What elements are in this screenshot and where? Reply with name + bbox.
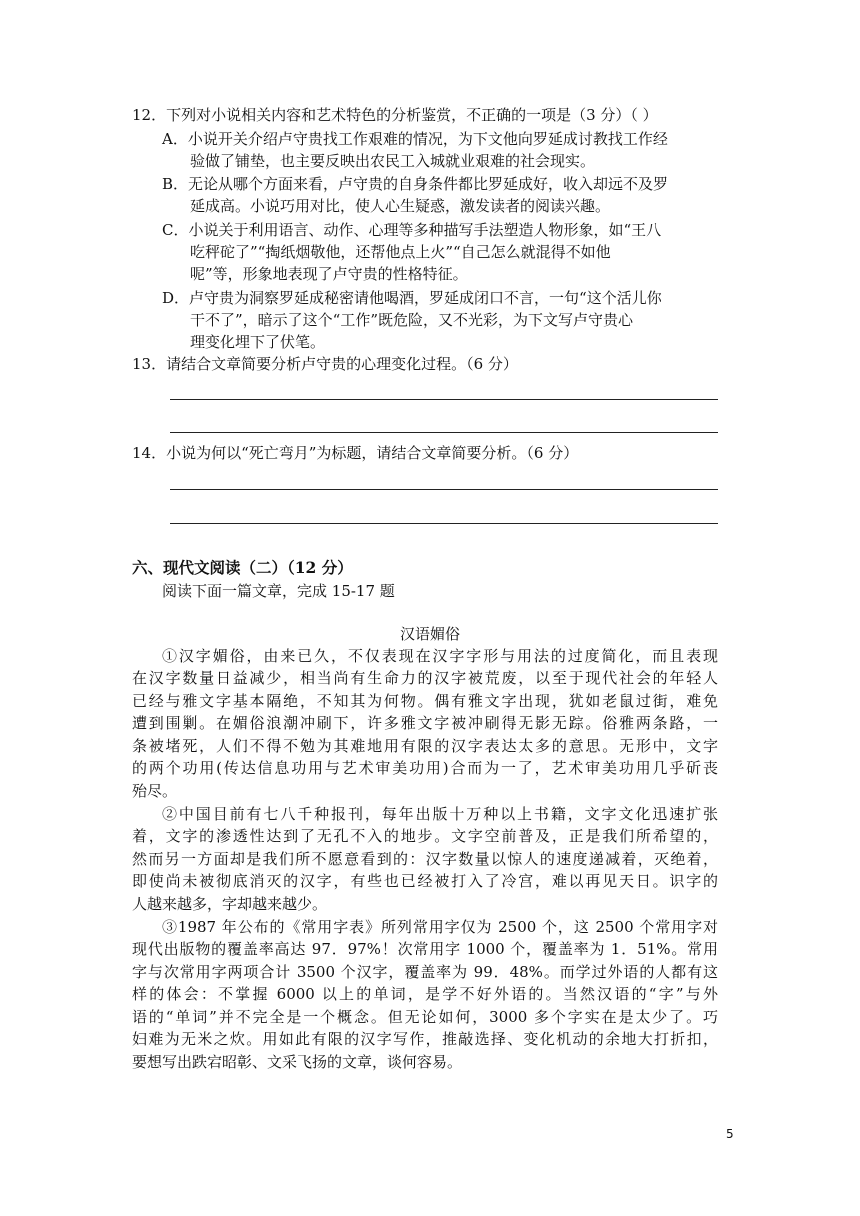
option-c-line2: 吃秤砣了”“掏纸烟敬他，还帮他点上火”“自己怎么就混得不如他	[190, 243, 611, 261]
answer-line[interactable]	[170, 432, 718, 433]
paragraph-3-line: 现代出版物的覆盖率高达 97．97%！次常用字 1000 个，覆盖率为 1．51%。常用	[132, 940, 718, 958]
option-d-line2: 干不了”，暗示了这个“工作”既危险，又不光彩，为下文写卢守贵心	[190, 311, 634, 329]
paragraph-2-line: 然而另一方面却是我们所不愿意看到的：汉字数量以惊人的速度递减着，灭绝着，	[132, 850, 718, 868]
option-c-line1: C．小说关于利用语言、动作、心理等多种描写手法塑造人物形象，如“王八	[162, 221, 662, 239]
paragraph-3-line: 样的体会：不掌握 6000 以上的单词，是学不好外语的。当然汉语的“字”与外	[132, 985, 718, 1003]
page-number: 5	[726, 1127, 734, 1141]
paragraph-3-line: ③1987 年公布的《常用字表》所列常用字仅为 2500 个，这 2500 个常用字对	[162, 918, 718, 936]
option-b-line2: 延成高。小说巧用对比，使人心生疑惑，激发读者的阅读兴趣。	[190, 197, 611, 215]
option-a-line1: A．小说开关介绍卢守贵找工作艰难的情况，为下文他向罗延成讨教找工作经	[162, 130, 668, 148]
paragraph-2-line: 人越来越多，字却越来越少。	[132, 895, 328, 913]
paragraph-2-line: 着，文字的渗透性达到了无孔不入的地步。文字空前普及，正是我们所希望的，	[132, 827, 718, 845]
section-heading: 六、现代文阅读（二）（12 分）	[132, 558, 353, 577]
option-d-line3: 理变化埋下了伏笔。	[190, 333, 326, 351]
answer-line[interactable]	[170, 523, 718, 524]
paragraph-1-line: 条被堵死，人们不得不勉为其难地用有限的汉字表达太多的意思。无形中，文字	[132, 737, 718, 755]
paragraph-3-line: 语的“单词”并不完全是一个概念。但无论如何，3000 多个字实在是太少了。巧	[132, 1008, 718, 1026]
question-14-stem: 14．小说为何以“死亡弯月”为标题，请结合文章简要分析。（6 分）	[132, 444, 579, 462]
answer-line[interactable]	[170, 399, 718, 400]
paragraph-2-line: ②中国目前有七八千种报刊，每年出版十万种以上书籍，文字文化迅速扩张	[162, 805, 718, 823]
paragraph-1-line: 已经与雅文字基本隔绝，不知其为何物。偶有雅文字出现，犹如老鼠过街，难免	[132, 692, 718, 710]
paragraph-3-line: 要想写出跌宕昭彰、文采飞扬的文章，谈何容易。	[132, 1053, 463, 1071]
paragraph-1-line: 遭到围剿。在媚俗浪潮冲刷下，许多雅文字被冲刷得无影无踪。俗雅两条路，一	[132, 714, 718, 732]
question-13-stem: 13．请结合文章简要分析卢守贵的心理变化过程。（6 分）	[132, 355, 518, 373]
answer-line[interactable]	[170, 489, 718, 490]
option-d-line1: D．卢守贵为洞察罗延成秘密请他喝酒，罗延成闭口不言，一句“这个活儿你	[162, 289, 662, 307]
section-instruction: 阅读下面一篇文章，完成 15-17 题	[162, 582, 395, 600]
paragraph-1-line: 的两个功用(传达信息功用与艺术审美功用)合而为一了，艺术审美功用几乎斫丧	[132, 759, 718, 777]
question-12-stem: 12．下列对小说相关内容和艺术特色的分析鉴赏，不正确的一项是（3 分）（ ）	[132, 106, 658, 124]
paragraph-3-line: 妇难为无米之炊。用如此有限的汉字写作，推敲选择、变化机动的余地大打折扣，	[132, 1030, 718, 1048]
paragraph-1-line: ①汉字媚俗，由来已久，不仅表现在汉字字形与用法的过度简化，而且表现	[162, 647, 718, 665]
paragraph-3-line: 字与次常用字两项合计 3500 个汉字，覆盖率为 99．48%。而学过外语的人都有这	[132, 963, 718, 981]
article-title: 汉语媚俗	[399, 625, 460, 643]
paragraph-1-line: 在汉字数量日益减少，相当尚有生命力的汉字被荒废，以至于现代社会的年轻人	[132, 669, 718, 687]
option-a-line2: 验做了铺垫，也主要反映出农民工入城就业艰难的社会现实。	[190, 152, 596, 170]
option-b-line1: B．无论从哪个方面来看，卢守贵的自身条件都比罗延成好，收入却远不及罗	[162, 175, 669, 193]
paragraph-1-line: 殆尽。	[132, 782, 178, 800]
option-c-line3: 呢”等，形象地表现了卢守贵的性格特征。	[190, 265, 468, 283]
paragraph-2-line: 即使尚未被彻底消灭的汉字，有些也已经被打入了冷宫，难以再见天日。识字的	[132, 872, 718, 890]
